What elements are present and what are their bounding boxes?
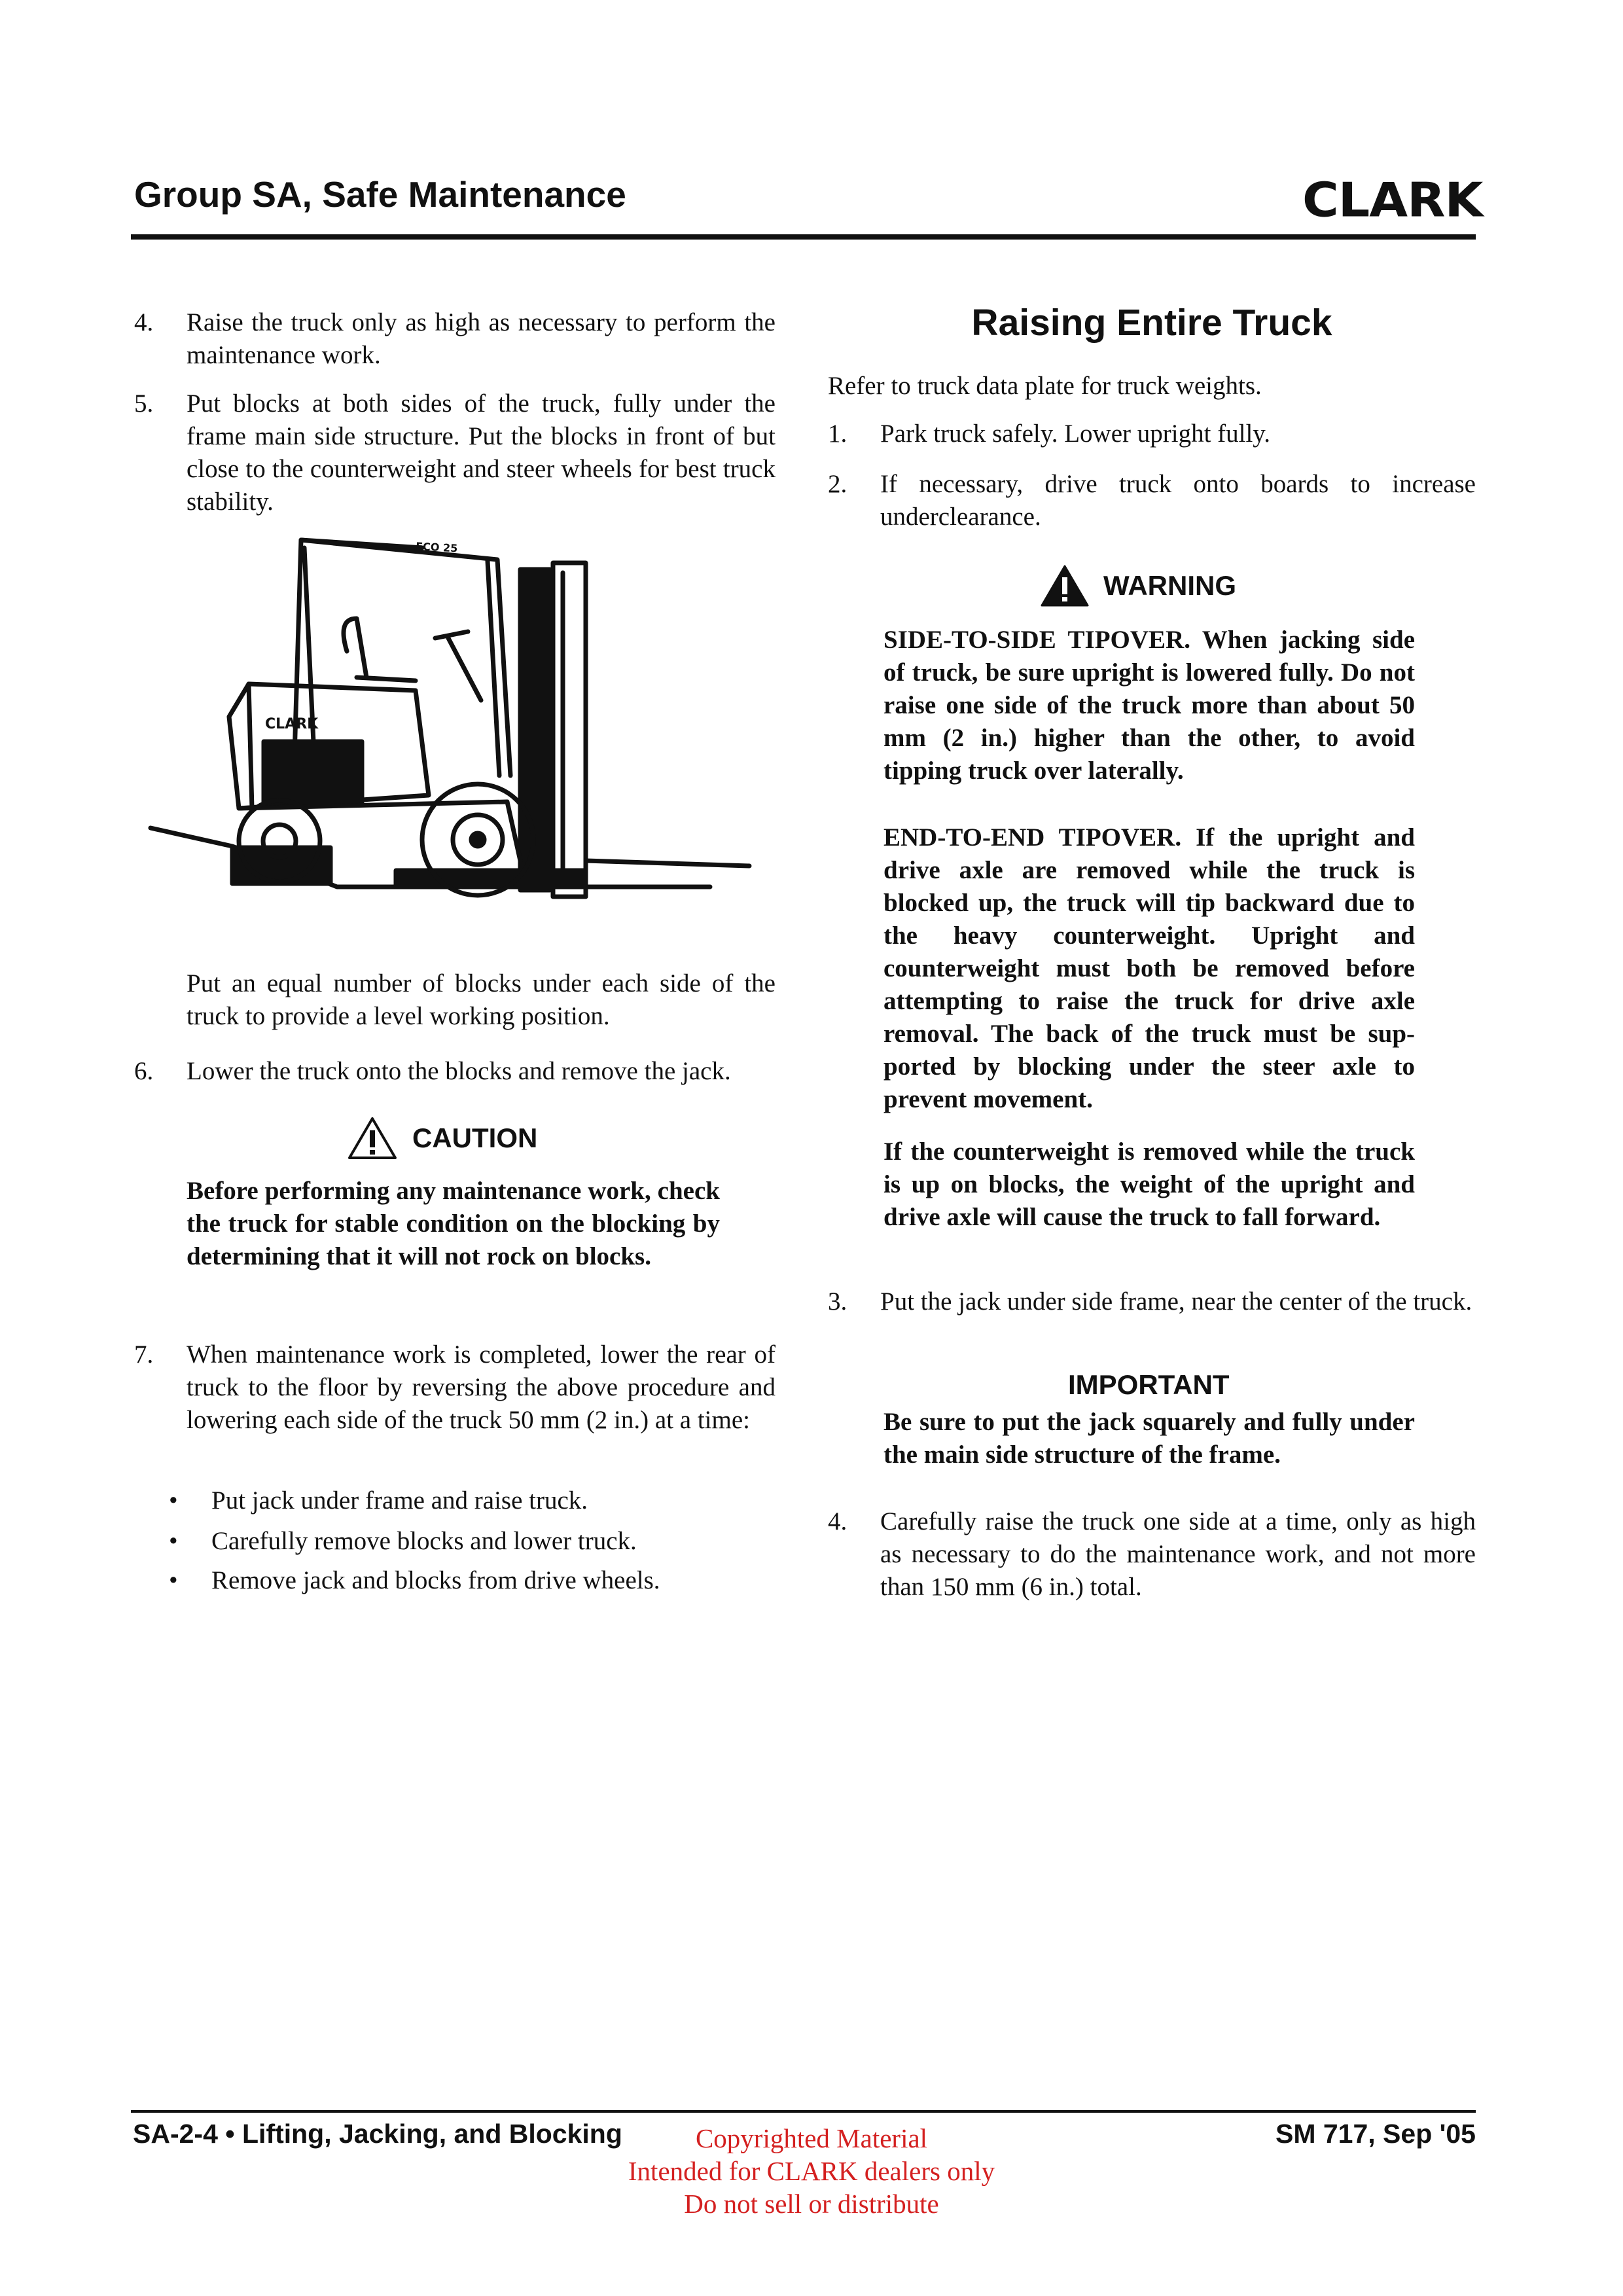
step-text: Park truck safely. Lower upright fully. [880, 420, 1271, 448]
caution-text: Before performing any maintenance work, check the truck for stable condition on the blocking by determining that it will not rock on blocks. [187, 1177, 720, 1270]
step-text: Lower the truck onto the blocks and remove the jack. [187, 1057, 731, 1085]
important-title: IMPORTANT [1068, 1369, 1230, 1400]
step-text: Raise the truck only as high as necessary to perform the maintenance work. [187, 308, 776, 369]
footer-rule [131, 2110, 1476, 2113]
clark-logo: CLARK [1302, 172, 1483, 228]
bullet-dot: • [169, 1527, 178, 1555]
step-number: 5. [134, 389, 154, 418]
header-rule [131, 234, 1476, 240]
step-number: 1. [828, 420, 847, 448]
upright-label: ECO 25 [415, 540, 458, 555]
step-number: 2. [828, 470, 847, 498]
step-number: 3. [828, 1287, 847, 1316]
caution-heading [347, 1116, 537, 1160]
forklift-on-blocks-illustration [141, 520, 762, 926]
after-figure-text: Put an equal number of blocks under each side of the truck to provide a level working position. [187, 969, 776, 1030]
warning-para-counterweight: If the counterweight is removed while the truck is up on blocks, the weight of the upright and drive axle will cause the truck to fall forward. [883, 1138, 1415, 1231]
copyright-line: Do not sell or distribute [684, 2189, 939, 2219]
important-heading [1068, 1371, 1230, 1399]
step-number: 4. [134, 308, 154, 336]
step-text: Put blocks at both sides of the truck, fully under the frame main side structure. Put the blocks in front of but close to the counterweight and steer wheels for best truck stability. [187, 389, 776, 516]
step-number: 4. [828, 1507, 847, 1535]
footer-section-label: SA-2-4 • Lifting, Jacking, and Blocking [133, 2119, 622, 2149]
warning-para-side-tipover: SIDE-TO-SIDE TIPOVER. When jacking side of truck, be sure upright is lowered fully. Do not raise one side of the truck more than about 50 mm (2 in.) higher than the other, to avoid tipping truck over laterally. [883, 626, 1415, 785]
bullet-dot: • [169, 1486, 178, 1515]
copyright-line: Copyrighted Material [695, 2123, 928, 2153]
caution-icon [347, 1116, 398, 1160]
copyright-line: Intended for CLARK dealers only [628, 2156, 995, 2186]
step-number: 7. [134, 1340, 154, 1369]
warning-para-end-tipover: END-TO-END TIPOVER. If the upright and drive axle are removed while the truck is blocked up, the truck will tip backward due to the heavy counterweight. Upright and counterweight must both be removed before attempting to raise the truck for drive axle removal. The back of the truck must be sup-ported by blocking under the steer axle to prevent movement. [883, 823, 1415, 1113]
section-title: Raising Entire Truck [971, 302, 1332, 344]
step-text: Put the jack under side frame, near the center of the truck. [880, 1287, 1472, 1316]
warning-icon [1041, 564, 1089, 607]
page-title: Group SA, Safe Maintenance [134, 174, 626, 215]
bullet-dot: • [169, 1566, 178, 1594]
step-text: If necessary, drive truck onto boards to increase underclearance. [880, 470, 1476, 531]
warning-heading [1041, 564, 1236, 607]
caution-title: CAUTION [412, 1122, 538, 1153]
step-number: 6. [134, 1057, 154, 1085]
copyright-notice [0, 2119, 1623, 2220]
important-text: Be sure to put the jack squarely and fully under the main side structure of the frame. [883, 1408, 1415, 1469]
bullet-text: Remove jack and blocks from drive wheels. [211, 1566, 660, 1594]
body-label: CLARK [265, 716, 319, 732]
bullet-text: Put jack under frame and raise truck. [211, 1486, 588, 1515]
intro-text: Refer to truck data plate for truck weights. [828, 372, 1262, 400]
footer-document-id: SM 717, Sep '05 [1275, 2119, 1476, 2149]
warning-title: WARNING [1103, 570, 1236, 601]
bullet-text: Carefully remove blocks and lower truck. [211, 1527, 637, 1555]
step-text: Carefully raise the truck one side at a time, only as high as necessary to do the maintenance work, and not more than 150 mm (6 in.) total. [880, 1507, 1476, 1601]
step-text: When maintenance work is completed, lower the rear of truck to the floor by reversing the above procedure and lowering each side of the truck 50 mm (2 in.) at a time: [187, 1340, 776, 1434]
